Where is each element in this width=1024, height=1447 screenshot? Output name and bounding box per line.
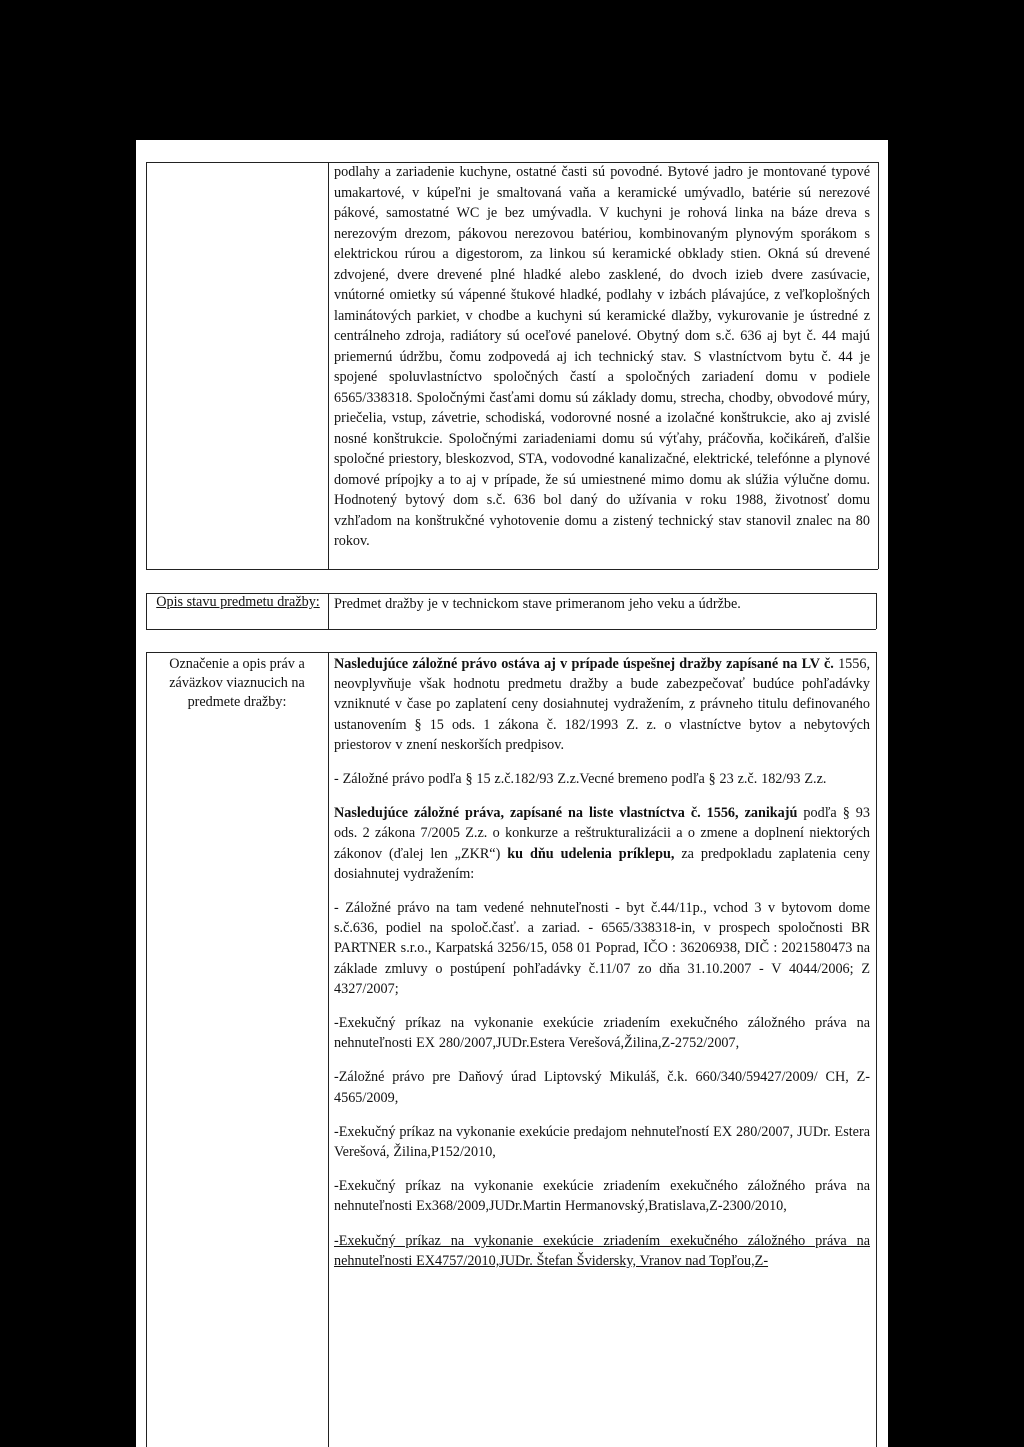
encumbrance-paragraph-2: - Záložné právo podľa § 15 z.č.182/93 Z.z.Vecné bremeno podľa § 23 z.č. 182/93 Z.z.: [334, 771, 827, 788]
section3-right-border: [876, 652, 877, 1447]
encumbrance-paragraph-7: -Exekučný príkaz na vykonanie exekúcie predajom nehnuteľností EX 280/2007, JUDr. Estera Verešová, Žilina,P152/2010,: [334, 1123, 870, 1161]
section1-right-border: [878, 162, 879, 569]
encumbrance-paragraph-5: -Exekučný príkaz na vykonanie exekúcie zriadením exekučného záložného práva na nehnuteľnosti EX 280/2007,JUDr.Estera Verešová,Žilina,Z-2752/2007,: [334, 1015, 870, 1052]
section1-bottom-border: [146, 569, 878, 570]
section2-left-border: [146, 593, 147, 629]
encumbrance-paragraph-1-lead: Nasledujúce záložné právo ostáva aj v prípade úspešnej dražby zapísané na LV č.: [334, 656, 834, 672]
section3-left-border: [146, 652, 147, 1447]
section2-mid-border: [328, 593, 329, 629]
section2-right-border: [876, 593, 877, 629]
encumbrance-paragraph-1: [334, 654, 870, 755]
condition-label: Opis stavu predmetu dražby:: [156, 594, 320, 610]
property-description-text: [334, 162, 870, 552]
encumbrance-paragraph-9: -Exekučný príkaz na vykonanie exekúcie zriadením exekučného záložného práva na nehnuteľnosti EX4757/2010,JUDr. Štefan Švidersky, Vranov nad Topľou,Z-: [334, 1232, 870, 1269]
section1-left-border: [146, 162, 147, 569]
condition-text: Predmet dražby je v technickom stave primeranom jeho veku a údržbe.: [334, 596, 741, 612]
encumbrance-paragraph-3: [334, 803, 870, 884]
section3-mid-border: [328, 652, 329, 1447]
encumbrance-paragraph-3-bold: ku dňu udelenia príklepu,: [507, 845, 675, 862]
section2-bottom-border: [146, 629, 876, 630]
encumbrances-text: [334, 654, 870, 1271]
encumbrance-paragraph-3-mid: podľa § 93 ods. 2 zákona 7/2005 Z.z. o konkurze a reštrukturalizácii a o zmene a doplnení niektorých zákonov (ďalej len „ZKR“): [334, 805, 870, 862]
encumbrance-paragraph-1-rest: 1556, neovplyvňuje však hodnotu predmetu dražby a bude zabezpečovať budúce pohľadávky vzniknuté v čase po zaplatení ceny dosiahnutej vydražením, z právneho titulu definovaného ustanovením § 15 ods. 1 zákona č. 182/1993 Z. z. o vlastníctve bytov a nebytových priestorov v znení neskorších predpisov.: [334, 656, 870, 753]
section1-mid-border: [328, 162, 329, 569]
document-sheet: [136, 140, 888, 1447]
encumbrance-paragraph-3-end: za predpokladu zaplatenia ceny dosiahnutej vydražením:: [334, 845, 870, 882]
encumbrance-paragraph-8: -Exekučný príkaz na vykonanie exekúcie zriadením exekučného záložného práva na nehnuteľnosti Ex368/2009,JUDr.Martin Hermanovský,Bratislava,Z-2300/2010,: [334, 1178, 870, 1215]
encumbrances-label: Označenie a opis práv a záväzkov viaznucich na predmete dražby:: [169, 656, 305, 710]
encumbrance-paragraph-4: - Záložné právo na tam vedené nehnuteľnosti - byt č.44/11p., vchod 3 v bytovom dome s.č.636, podiel na spoloč.časť. a zariad. - 6565/338318-in, v prospech spoločnosti BR PARTNER s.r.o., Karpatská 3256/15, 058 01 Poprad, IČO : 36206938, DIČ : 2021580473 na základe zmluvy o postúpení pohľadávky č.11/07 zo dňa 31.10.2007 - V 4044/2006; Z 4327/2007;: [334, 900, 870, 997]
encumbrance-paragraph-6: -Záložné právo pre Daňový úrad Liptovský Mikuláš, č.k. 660/340/59427/2009/ CH, Z-4565/2009,: [334, 1069, 870, 1106]
intro-paragraph: podlahy a zariadenie kuchyne, ostatné časti sú povodné. Bytové jadro je montované typové umakartové, v kúpeľni je smaltovaná vaňa a keramické umývadlo, batérie sú nerezové pákové, samostatné WC je bez umývadla. V kuchyni je rohová linka na báze dreva s nerezovým drezom, pákovou nerezovou batériou, kombinovaným plynovým sporákom s elektrickou rúrou a digestorom, za linkou sú keramické obklady stien. Okná sú drevené zdvojené, dvere drevené plné hladké alebo zasklené, do dvoch izieb dvere zasúvacie, vnútorné omietky sú vápenné štukové hladké, podlahy v izbách plávajúce, z veľkoplošných laminátových parkiet, v chodbe a kuchyni sú keramické dlažby, vykurovanie je ústredné z centrálneho zdroja, radiátory sú oceľové panelové. Obytný dom s.č. 636 aj byt č. 44 majú priemernú údržbu, čomu zodpovedá aj ich technický stav. S vlastníctvom bytu č. 44 je spojené spoluvlastníctvo spoločných častí a spoločných zariadení domu v podiele 6565/338318. Spoločnými časťami domu sú základy domu, strecha, chodby, obvodové múry, priečelia, vstup, závetrie, schodiská, vodorovné nosné a izolačné konštrukcie, ako aj zvislé nosné konštrukcie. Spoločnými zariadeniami domu sú výťahy, práčovňa, kočikáreň, ďalšie spoločné priestory, bleskozvod, STA, vodovodné kanalizačné, elektrické, telefónne a plynové domové prípojky a to aj v prípade, že sú umiestnené mimo domu ak slúžia výlučne domu. Hodnotený bytový dom s.č. 636 bol daný do užívania v roku 1988, životnosť domu vzhľadom na konštrukčné vyhotovenie domu a zistený technický stav stanovil znalec na 80 rokov.: [334, 164, 870, 549]
encumbrance-paragraph-3-lead: Nasledujúce záložné práva, zapísané na liste vlastníctva č. 1556, zanikajú: [334, 805, 798, 822]
section3-top-border: [146, 652, 876, 653]
